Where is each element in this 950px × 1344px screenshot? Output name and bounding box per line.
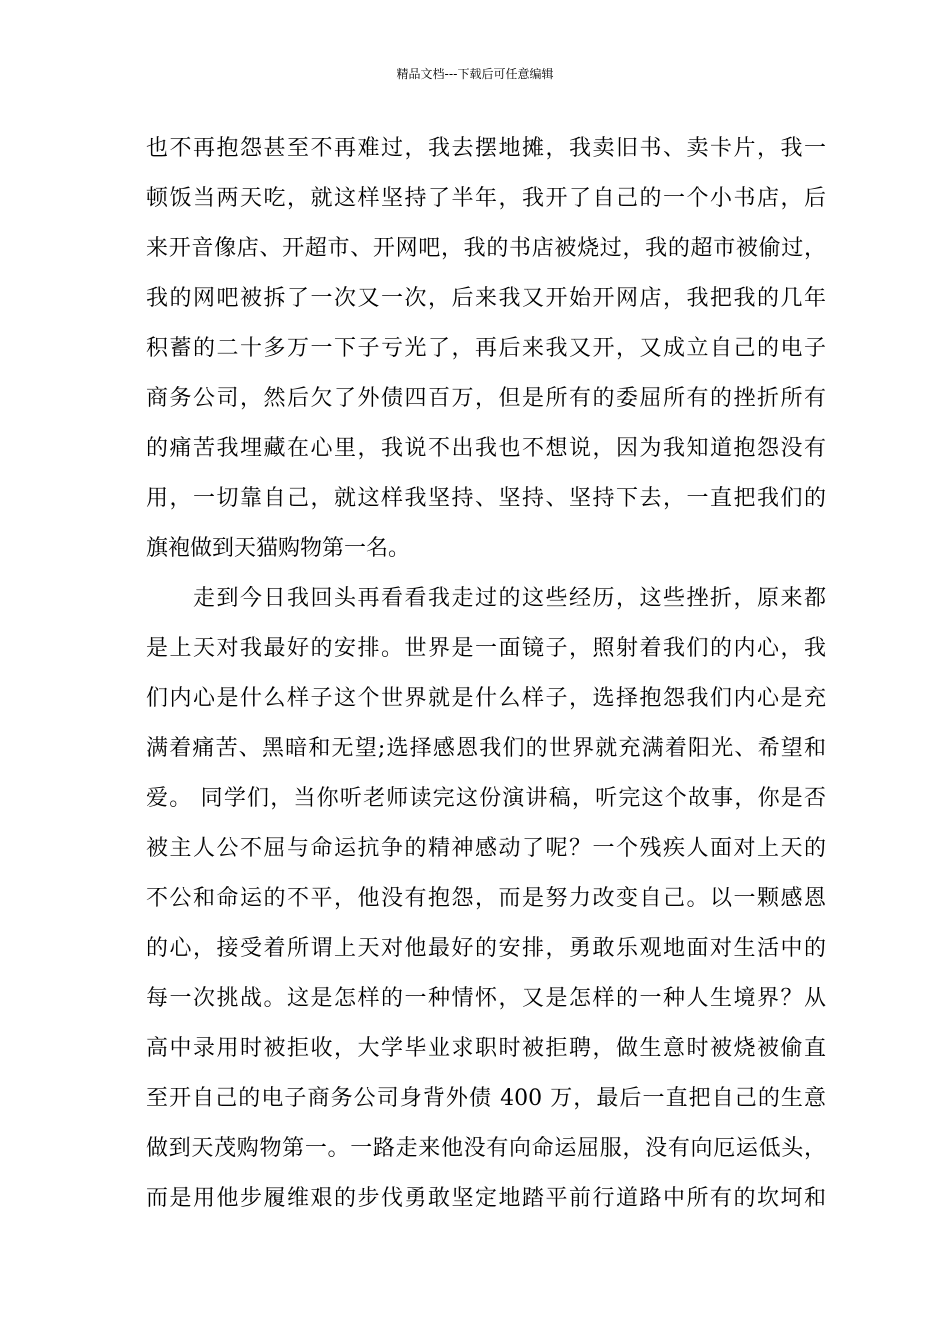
text-line: 我的网吧被拆了一次又一次，后来我又开始开网店，我把我的几年 <box>146 286 826 311</box>
text-line: 的痛苦我埋藏在心里，我说不出我也不想说，因为我知道抱怨没有 <box>146 436 826 461</box>
text-line: 用，一切靠自己，就这样我坚持、坚持、坚持下去，一直把我们的 <box>146 486 826 511</box>
text-line: 每一次挑战。这是怎样的一种情怀，又是怎样的一种人生境界？从 <box>146 986 826 1011</box>
text-line: 积蓄的二十多万一下子亏光了，再后来我又开，又成立自己的电子 <box>146 336 826 361</box>
text-line: 商务公司，然后欠了外债四百万，但是所有的委屈所有的挫折所有 <box>146 386 826 411</box>
text-line: 做到天茂购物第一。一路走来他没有向命运屈服，没有向厄运低头， <box>146 1136 826 1161</box>
text-line: 的心，接受着所谓上天对他最好的安排，勇敢乐观地面对生活中的 <box>146 936 826 961</box>
text-line: 被主人公不屈与命运抗争的精神感动了呢？一个残疾人面对上天的 <box>146 836 826 861</box>
text-line: 顿饭当两天吃，就这样坚持了半年，我开了自己的一个小书店，后 <box>146 186 826 211</box>
text-line: 至开自己的电子商务公司身背外债 400 万，最后一直把自己的生意 <box>146 1086 826 1111</box>
body-text <box>146 124 826 1224</box>
text-line: 们内心是什么样子这个世界就是什么样子，选择抱怨我们内心是充 <box>146 686 826 711</box>
text-line: 不公和命运的不平，他没有抱怨，而是努力改变自己。以一颗感恩 <box>146 886 826 911</box>
text-line: 旗袍做到天猫购物第一名。 <box>146 536 411 561</box>
text-line: 高中录用时被拒收，大学毕业求职时被拒聘，做生意时被烧被偷直 <box>146 1036 826 1061</box>
text-line: 而是用他步履维艰的步伐勇敢坚定地踏平前行道路中所有的坎坷和 <box>146 1186 826 1211</box>
text-line: 满着痛苦、黑暗和无望;选择感恩我们的世界就充满着阳光、希望和 <box>146 736 826 761</box>
text-line: 爱。 同学们，当你听老师读完这份演讲稿，听完这个故事，你是否 <box>146 786 826 811</box>
text-line: 也不再抱怨甚至不再难过，我去摆地摊，我卖旧书、卖卡片，我一 <box>146 136 826 161</box>
text-line: 走到今日我回头再看看我走过的这些经历，这些挫折，原来都 <box>146 586 826 611</box>
text-line: 来开音像店、开超市、开网吧，我的书店被烧过，我的超市被偷过， <box>146 236 826 261</box>
page-header: 精品文档---下载后可任意编辑 <box>396 67 554 81</box>
text-line: 是上天对我最好的安排。世界是一面镜子，照射着我们的内心，我 <box>146 636 826 661</box>
